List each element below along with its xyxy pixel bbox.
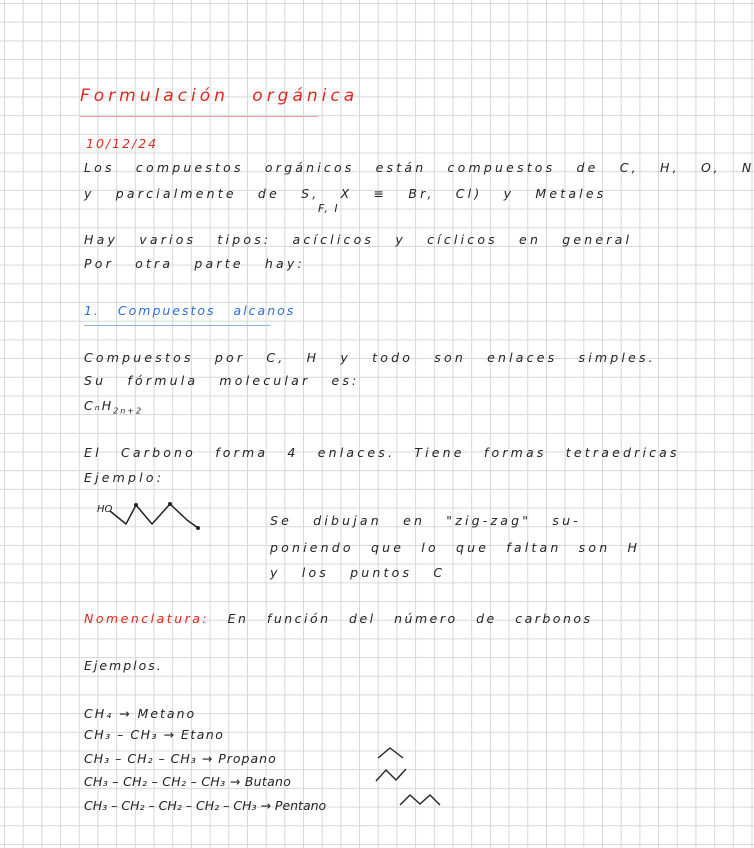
example-propane: CH₃ – CH₂ – CH₃ → Propano [84,751,277,766]
chain-label: HO [97,504,113,515]
general-formula [84,398,143,416]
intro-line-2-subnote: F, I [318,202,340,215]
intro-line-1: Los compuestos orgánicos están compuestos de C, H, O, N [84,160,754,175]
alcanos-line-3: El Carbono forma 4 enlaces. Tiene formas tetraedricas [84,445,680,460]
butane-skeleton-drawing [374,766,408,784]
propane-skeleton-drawing [376,745,406,761]
alcanos-line-4: Ejemplo: [84,470,165,485]
intro-line-3: Hay varios tipos: acíclicos y cíclicos en general [84,232,633,247]
page-title: Formulación orgánica [80,86,359,106]
example-butane: CH₃ – CH₂ – CH₂ – CH₃ → Butano [84,774,292,789]
section-heading-alcanos: 1. Compuestos alcanos [84,303,296,318]
general-formula-main: CₙH [84,398,114,413]
intro-line-2: y parcialmente de S, X ≡ Br, Cl) y Metales [84,186,607,201]
intro-line-4: Por otra parte hay: [84,256,305,271]
zigzag-note-2: poniendo que lo que faltan son H [270,540,641,555]
alcanos-line-2: Su fórmula molecular es: [84,373,360,388]
zigzag-note-1: Se dibujan en "zig-zag" su- [270,513,581,528]
note-date: 10/12/24 [86,136,159,151]
nomenclature-label: Nomenclatura: [84,611,210,626]
title-underline [80,116,318,117]
example-ethane: CH₃ – CH₃ → Etano [84,727,225,742]
general-formula-subscript: 2n+2 [113,406,144,416]
example-methane: CH₄ → Metano [84,706,197,721]
nomenclature-line [84,611,593,626]
zigzag-chain-drawing [110,498,210,534]
section-heading-underline [84,325,270,326]
examples-label: Ejemplos. [84,658,163,673]
alcanos-line-1: Compuestos por C, H y todo son enlaces simples. [84,350,656,365]
zigzag-note-3: y los puntos C [270,565,446,580]
example-pentane: CH₃ – CH₂ – CH₂ – CH₂ – CH₃ → Pentano [84,798,327,813]
nomenclature-text: En función del número de carbonos [227,611,593,626]
pentane-skeleton-drawing [398,792,442,808]
